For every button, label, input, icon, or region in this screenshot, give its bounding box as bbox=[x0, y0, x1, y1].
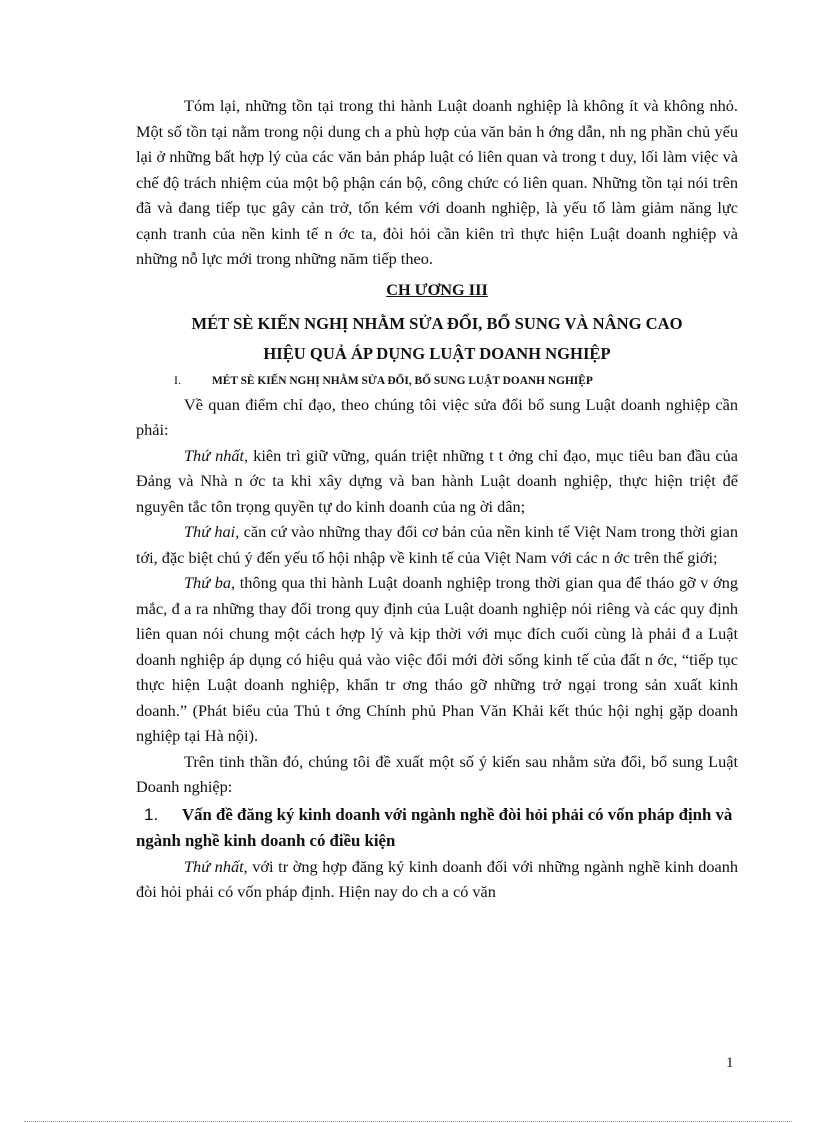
paragraph-2-text: , kiên trì giữ vững, quán triệt những t t ởng chỉ đạo, mục tiêu ban đầu của Đảng và Nhà n ớc ta khi xây dựng và ban hành Luật doanh nghiệp, thực hiện triệt để nguyên tắc tôn trọng quyền tự do kinh doanh của ng ời dân; bbox=[136, 445, 738, 516]
paragraph-2-lead: Thứ nhất bbox=[184, 445, 245, 465]
page-number: 1 bbox=[726, 1055, 734, 1071]
intro-paragraph: Tóm lại, những tồn tại trong thi hành Luật doanh nghiệp là không ít và không nhỏ. Một số tồn tại nằm trong nội dung ch a phù hợp của văn bản h ớng dẫn, nh ng phần chủ yếu lại ở những bất hợp lý của các văn bản pháp luật có liên quan và trong t duy, lối làm việc và chế độ trách nhiệm của một bộ phận cán bộ, công chức có liên quan. Những tồn tại nói trên đã và đang tiếp tục gây cản trở, tốn kém với doanh nghiệp, là yếu tố làm giảm năng lực cạnh tranh của nền kinh tế n ớc ta, đòi hỏi cần kiên trì thực hiện Luật doanh nghiệp và những nỗ lực mới trong những năm tiếp theo. bbox=[136, 96, 738, 268]
section-title: MÉT SÈ KIẾN NGHỊ NHẰM SỬA ĐỔI, BỔ SUNG LUẬT DOANH NGHIỆP bbox=[212, 374, 593, 387]
paragraph-4-lead: Thứ ba, bbox=[184, 573, 236, 592]
paragraph-3 bbox=[136, 519, 738, 570]
page-bottom-divider bbox=[24, 1121, 792, 1122]
document-page bbox=[136, 93, 738, 905]
heading-1-number: 1. bbox=[144, 804, 159, 824]
paragraph-2 bbox=[136, 443, 738, 520]
last-paragraph-lead: Thứ nhất bbox=[184, 856, 244, 876]
paragraph-4-text: thông qua thi hành Luật doanh nghiệp trong thời gian qua để tháo gỡ v ớng mắc, đ a ra những thay đổi trong quy định của Luật doanh nghiệp nói riêng và các quy định liên quan nói chung một cách hợp lý và kịp thời với mục đích cuối cùng là phải đ a Luật doanh nghiệp áp dụng có hiệu quả vào việc đổi mới đời sống kinh tế của đất n ớc, “tiếp tục thực hiện Luật doanh nghiệp, khẩn tr ơng tháo gỡ những trở ngại trong sản xuất kinh doanh.” (Phát biểu của Thủ t ớng Chính phủ Phan Văn Khải kết thúc hội nghị gặp doanh nghiệp tại Hà nội). bbox=[136, 573, 738, 745]
paragraph-1: Về quan điểm chỉ đạo, theo chúng tôi việc sửa đổi bổ sung Luật doanh nghiệp cần phải: bbox=[136, 394, 738, 439]
chapter-title-line-1: MÉT SÈ KIẾN NGHỊ NHẰM SỬA ĐỔI, BỔ SUNG VÀ NÂNG CAO bbox=[191, 313, 683, 333]
chapter-title-line-2: HIỆU QUẢ ÁP DỤNG LUẬT DOANH NGHIỆP bbox=[263, 343, 611, 363]
section-heading bbox=[136, 369, 738, 392]
paragraph-3-lead: Thứ hai, bbox=[184, 522, 240, 541]
chapter-heading: CH ƯƠNG III bbox=[386, 279, 488, 299]
paragraph-3-text: căn cứ vào những thay đổi cơ bản của nền kinh tế Việt Nam trong thời gian tới, đặc biệt chú ý đến yếu tố hội nhập về kinh tế của Việt Nam với các n ớc trên thế giới; bbox=[136, 522, 738, 567]
section-number: I. bbox=[174, 372, 181, 387]
numbered-heading-1 bbox=[136, 802, 738, 854]
heading-1-title: Vấn đề đăng ký kinh doanh với ngành nghề đòi hỏi phải có vốn pháp định và ngành nghề kinh doanh có điều kiện bbox=[136, 804, 733, 850]
paragraph-5: Trên tinh thần đó, chúng tôi đề xuất một số ý kiến sau nhằm sửa đổi, bổ sung Luật Doanh nghiệp: bbox=[136, 751, 738, 796]
paragraph-4 bbox=[136, 570, 738, 749]
last-paragraph bbox=[136, 854, 738, 905]
last-paragraph-text: , với tr ờng hợp đăng ký kinh doanh đối với những ngành nghề kinh doanh đòi hỏi phải có vốn pháp định. Hiện nay do ch a có văn bbox=[136, 856, 738, 901]
